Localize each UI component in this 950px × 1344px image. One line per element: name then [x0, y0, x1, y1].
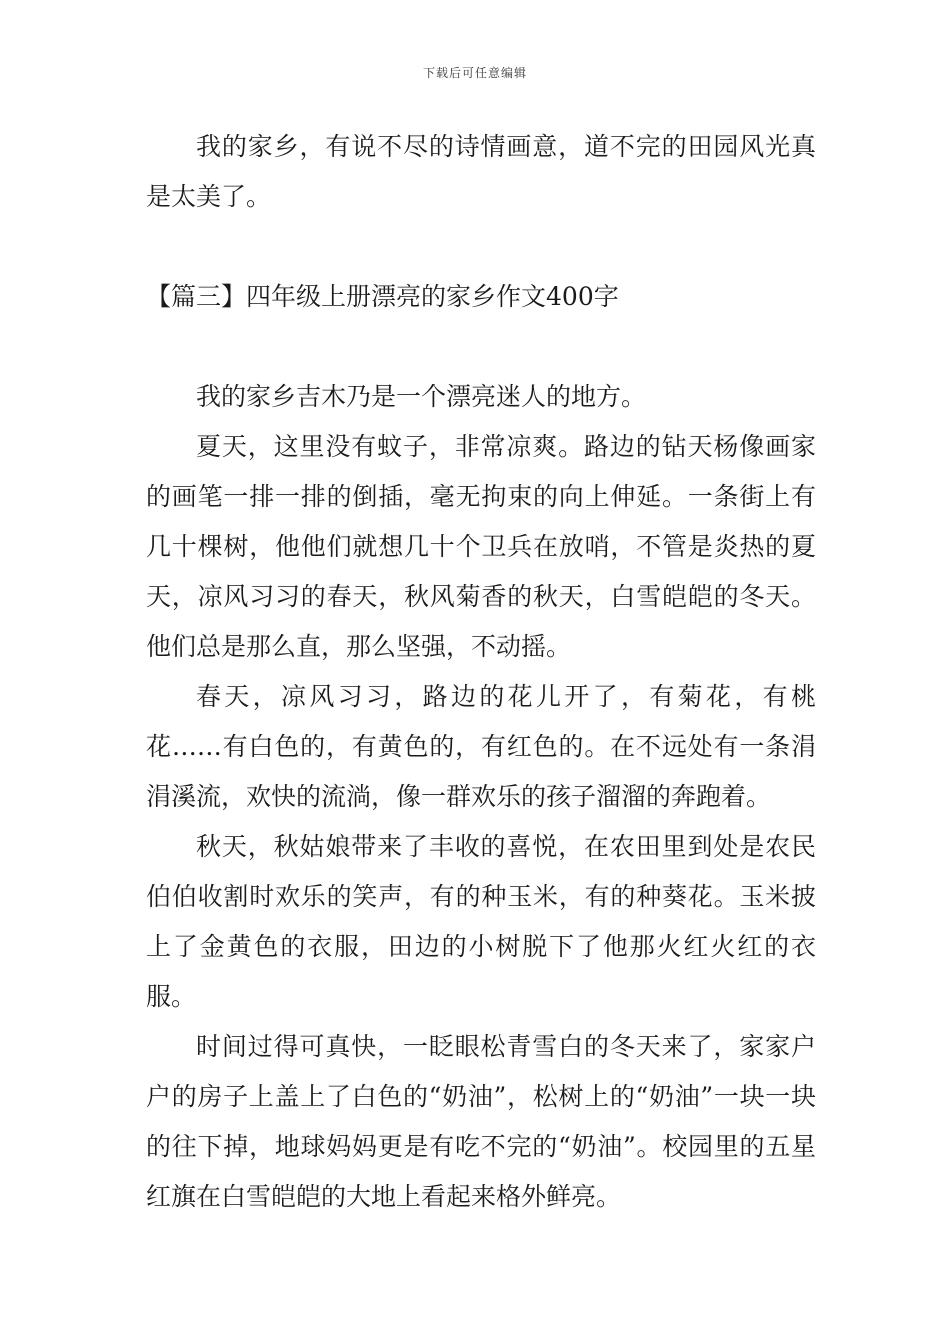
paragraph-2: 夏天，这里没有蚊子，非常凉爽。路边的钻天杨像画家的画笔一排一排的倒插，毫无拘束的向上伸延。一条街上有几十棵树，他他们就想几十个卫兵在放哨，不管是炎热的夏天，凉风习习的春天，秋风菊香的秋天，白雪皑皑的冬天。他们总是那么直，那么坚强，不动摇。	[146, 432, 816, 661]
section-title: 【篇三】四年级上册漂亮的家乡作文400字	[146, 282, 619, 311]
paragraph-1: 我的家乡吉木乃是一个漂亮迷人的地方。	[196, 382, 647, 411]
document-body	[146, 122, 816, 1222]
paragraph-closing: 我的家乡，有说不尽的诗情画意，道不完的田园风光真是太美了。	[146, 132, 816, 211]
paragraph-5: 时间过得可真快，一眨眼松青雪白的冬天来了，家家户户的房子上盖上了白色的“奶油”，松树上的“奶油”一块一块的往下掉，地球妈妈更是有吃不完的“奶油”。校园里的五星红旗在白雪皑皑的大地上看起来格外鲜亮。	[146, 1032, 816, 1211]
paragraph-3: 春天，凉风习习，路边的花儿开了，有菊花，有桃花……有白色的，有黄色的，有红色的。在不远处有一条涓涓溪流，欢快的流淌，像一群欢乐的孩子溜溜的奔跑着。	[146, 682, 816, 811]
paragraph-4: 秋天，秋姑娘带来了丰收的喜悦，在农田里到处是农民伯伯收割时欢乐的笑声，有的种玉米，有的种葵花。玉米披上了金黄色的衣服，田边的小树脱下了他那火红火红的衣服。	[146, 832, 816, 1011]
page-header: 下载后可任意编辑	[422, 66, 527, 80]
